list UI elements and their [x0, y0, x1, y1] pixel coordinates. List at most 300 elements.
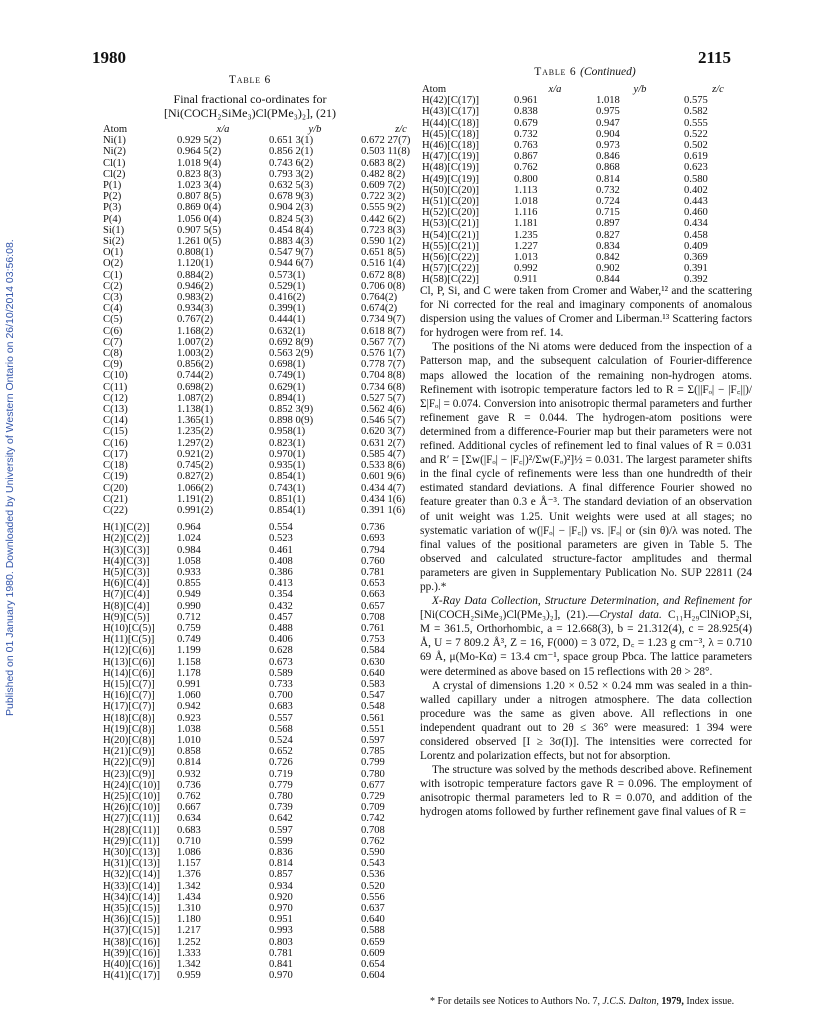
coordinate-cell: 0.585 4(7): [361, 448, 406, 460]
coordinate-cell: 1.013: [514, 252, 538, 264]
table-row: [422, 106, 752, 117]
table-row: [103, 690, 441, 701]
coordinate-cell: 0.678 9(3): [269, 191, 314, 203]
atom-cell: C(22): [103, 504, 128, 516]
coordinate-cell: 0.533 8(6): [361, 460, 406, 472]
table-row: [103, 180, 441, 191]
coordinate-cell: 0.961: [514, 95, 538, 107]
coordinate-cell: 0.973: [596, 140, 620, 152]
footnote-year: 1979,: [661, 996, 684, 1007]
coordinate-cell: 0.543: [361, 858, 385, 870]
coordinate-cell: 0.951: [269, 914, 293, 926]
coordinate-cell: 0.827(2): [177, 471, 214, 483]
atom-cell: H(32)[C(14)]: [103, 869, 161, 881]
coordinate-cell: 0.781: [269, 947, 293, 959]
coordinate-cell: 0.907 5(5): [177, 224, 222, 236]
table-row: [103, 191, 441, 202]
coordinate-cell: 1.003(2): [177, 348, 214, 360]
atom-cell: Ni(1): [103, 135, 126, 147]
coordinate-cell: 1.087(2): [177, 392, 214, 404]
coordinate-cell: 0.620 3(7): [361, 426, 406, 438]
table-row: [103, 236, 441, 247]
table-row: [103, 925, 441, 936]
coordinate-cell: 0.838: [514, 106, 538, 118]
atom-cell: H(29)[C(11)]: [103, 835, 160, 847]
atom-cell: H(58)[C(22)]: [422, 274, 480, 286]
table-row: [422, 151, 752, 162]
atom-cell: C(12): [103, 392, 128, 404]
coordinate-cell: 0.651 3(1): [269, 135, 314, 147]
atom-cell: H(51)[C(20)]: [422, 196, 480, 208]
coordinate-cell: 1.056 0(4): [177, 213, 222, 225]
atom-cell: H(21)[C(9)]: [103, 746, 155, 758]
atom-cell: Si(1): [103, 224, 125, 236]
atom-cell: H(23)[C(9)]: [103, 768, 155, 780]
coordinate-cell: 0.759: [177, 622, 201, 634]
atom-cell: C(6): [103, 325, 123, 337]
atom-cell: H(49)[C(19)]: [422, 173, 480, 185]
table-row: [422, 230, 752, 241]
coordinate-cell: 0.932: [177, 768, 201, 780]
atom-cell: H(56)[C(22)]: [422, 252, 480, 264]
atom-cell: H(7)[C(4)]: [103, 589, 150, 601]
atom-cell: P(4): [103, 213, 122, 225]
table-row: [103, 225, 441, 236]
coordinate-cell: 0.520: [361, 880, 385, 892]
table-row: [103, 135, 441, 146]
coordinate-cell: 0.763: [514, 140, 538, 152]
paragraph-structure: The structure was solved by the methods described above. Refinement with isotropic temperature factors gave R = 0.096. The employment of anisotropic thermal parameters led to R = 0.070, and addition of the hydrogen atoms followed by further refinement gave final values of R =: [420, 764, 752, 819]
coordinate-cell: 0.386: [269, 566, 293, 578]
coordinate-cell: 0.883 4(3): [269, 236, 314, 248]
table-row: [103, 393, 441, 404]
table-row: [103, 959, 441, 970]
coordinate-cell: 0.516 1(4): [361, 258, 406, 270]
coordinate-cell: 0.803: [269, 936, 293, 948]
table-row: [103, 892, 441, 903]
atom-cell: Cl(1): [103, 157, 126, 169]
coordinate-cell: 0.584: [361, 645, 385, 657]
compound-formula: [Ni(COCH₂SiMe₃)Cl(PMe₃)₂], (21).—: [420, 609, 600, 622]
coordinate-cell: 0.618 8(7): [361, 325, 406, 337]
paragraph-refinement: The positions of the Ni atoms were deduced from the inspection of a Patterson map, and the subsequent calculation of Fourier-difference maps allowed the location of the remaining non-hydrogen atoms. Refinement with isotropic temperature factors led to R = Σ(||Fₒ| − |F꜀||)/Σ|Fₒ| = 0.074. Conversion into anisotropic thermal parameters and further refinement gave R = 0.044. The hydrogen-atom positions were determined from a difference-Fourier map but their parameters were not refined. Additional cycles of refinement led to final values of R = 0.031 and R′ = [Σw(|Fₒ| − |F꜀|)²/Σw(Fₒ)²]½ = 0.031. The largest parameter shifts in the final cycle of refinements were less than one hundredth of their estimated standard deviations. A final difference Fourier showed no feature greater than 0.3 e Å⁻³. The standard deviation of an observation of unit weight was 1.25. Unit weights were used at all stages; no systematic variation of w(|Fₒ| − |F꜀|) vs. |Fₒ| or (sin θ)/λ was noted. The final values of the positional parameters are given in Table 5. The observed and calculated structure-factor amplitudes and thermal parameters are given in Supplementary Publication No. SUP 22811 (24 pp.).*: [420, 341, 752, 593]
coordinate-cell: 0.736: [177, 779, 201, 791]
coordinate-cell: 0.683: [269, 701, 293, 713]
coordinate-cell: 1.191(2): [177, 493, 214, 505]
coordinate-cell: 0.739: [269, 802, 293, 814]
coordinate-cell: 0.609 7(2): [361, 180, 406, 192]
coordinate-cell: 0.749: [177, 634, 201, 646]
coordinate-cell: 0.780: [361, 768, 385, 780]
table-row: [103, 415, 441, 426]
coordinate-cell: 0.753: [361, 634, 385, 646]
table-left: [103, 124, 441, 981]
coordinate-cell: 0.760: [361, 555, 385, 567]
coordinate-cell: 0.642: [269, 813, 293, 825]
coordinate-cell: 0.527 5(7): [361, 392, 406, 404]
atom-cell: H(16)[C(7)]: [103, 690, 155, 702]
footnote-text: * For details see Notices to Authors No. 7,: [430, 996, 600, 1007]
coordinate-cell: 0.402: [684, 184, 708, 196]
coordinate-cell: 0.964: [177, 522, 201, 534]
coordinate-cell: 0.785: [361, 746, 385, 758]
paragraph-scattering: Cl, P, Si, and C were taken from Cromer and Waber,¹² and the scattering for Ni corrected for the real and imaginary components of anomalous dispersion using the values of Cromer and Liberman.¹³ Scattering factors for hydrogen were from ref. 14.: [420, 285, 752, 340]
atom-cell: Ni(2): [103, 146, 126, 158]
coordinate-cell: 0.851(1): [269, 493, 306, 505]
coordinate-cell: 0.663: [361, 589, 385, 601]
coordinate-cell: 0.562 4(6): [361, 404, 406, 416]
atom-cell: C(3): [103, 292, 123, 304]
table-row: [103, 449, 441, 460]
coordinate-cell: 0.673: [269, 656, 293, 668]
table-caption: [100, 92, 400, 120]
coordinate-cell: 0.461: [269, 544, 293, 556]
atom-cell: H(4)[C(3)]: [103, 555, 150, 567]
atom-cell: C(17): [103, 448, 128, 460]
coordinate-cell: 0.944 6(7): [269, 258, 314, 270]
atom-cell: H(8)[C(4)]: [103, 600, 150, 612]
coordinate-cell: 0.984: [177, 544, 201, 556]
coordinate-cell: 0.632(1): [269, 325, 306, 337]
coordinate-cell: 0.868: [596, 162, 620, 174]
table-row: [103, 881, 441, 892]
table-row: [103, 847, 441, 858]
coordinate-cell: 0.632 5(3): [269, 180, 314, 192]
coordinate-cell: 0.762: [361, 835, 385, 847]
atom-cell: H(35)[C(15)]: [103, 903, 161, 915]
table-row: [103, 713, 441, 724]
coordinate-cell: 0.823 8(3): [177, 168, 222, 180]
atom-cell: C(10): [103, 370, 128, 382]
coordinate-cell: 0.659: [361, 936, 385, 948]
coordinate-cell: 0.409: [684, 240, 708, 252]
table-title-left: Table 6: [228, 74, 272, 86]
coordinate-cell: 0.557: [269, 712, 293, 724]
coordinate-cell: 0.692 8(9): [269, 336, 314, 348]
table-row: [422, 118, 752, 129]
table-row: [103, 825, 441, 836]
coordinate-cell: 0.619: [684, 151, 708, 163]
coordinate-cell: 0.814: [596, 173, 620, 185]
coordinate-cell: 0.601 9(6): [361, 471, 406, 483]
coordinate-cell: 0.975: [596, 106, 620, 118]
coordinate-cell: 0.844: [596, 274, 620, 286]
coordinate-cell: 0.992: [514, 263, 538, 275]
coordinates-table-continued: [422, 84, 752, 286]
coordinate-cell: 0.599: [269, 835, 293, 847]
coordinate-cell: 0.800: [514, 173, 538, 185]
column-header: Atom: [103, 124, 128, 135]
table-row: [103, 836, 441, 847]
atom-cell: C(5): [103, 314, 123, 326]
coordinate-cell: 0.846: [596, 151, 620, 163]
coordinate-cell: 0.392: [684, 274, 708, 286]
atom-cell: H(25)[C(10)]: [103, 790, 161, 802]
coordinate-cell: 0.529(1): [269, 280, 306, 292]
coordinate-cell: 0.764(2): [361, 292, 398, 304]
coordinate-cell: 0.884(2): [177, 269, 214, 281]
coordinate-cell: 0.629(1): [269, 381, 306, 393]
coordinate-cell: 0.630: [361, 656, 385, 668]
table-caption-line1: Final fractional co-ordinates for: [173, 92, 327, 106]
coordinate-cell: 1.333: [177, 947, 201, 959]
coordinate-cell: 0.457: [269, 611, 293, 623]
coordinate-cell: 0.934: [269, 880, 293, 892]
column-header: y/b: [633, 84, 647, 95]
coordinate-cell: 0.443: [684, 196, 708, 208]
coordinate-cell: 1.038: [177, 723, 201, 735]
coordinate-cell: 0.677: [361, 779, 385, 791]
coordinate-cell: 0.897: [596, 218, 620, 230]
coordinate-cell: 0.488: [269, 622, 293, 634]
coordinate-cell: 0.934(3): [177, 303, 214, 315]
atom-cell: H(13)[C(6)]: [103, 656, 155, 668]
coordinate-cell: 0.970: [269, 903, 293, 915]
coordinate-cell: 0.582: [684, 106, 708, 118]
table-row: [103, 623, 441, 634]
table-row: [103, 533, 441, 544]
coordinate-cell: 0.991(2): [177, 504, 214, 516]
coordinate-cell: 0.536: [361, 869, 385, 881]
table-row: [422, 218, 752, 229]
coordinate-cell: 0.732: [596, 184, 620, 196]
coordinate-cell: 0.576 1(7): [361, 348, 406, 360]
coordinate-cell: 0.745(2): [177, 460, 214, 472]
coordinate-cell: 1.060: [177, 690, 201, 702]
coordinate-cell: 1.007(2): [177, 336, 214, 348]
table-row: [103, 858, 441, 869]
coordinate-cell: 1.261 0(5): [177, 236, 222, 248]
table-caption-line2: [Ni(COCH₂SiMe₃)Cl(PMe₃)₂], (21): [163, 106, 337, 120]
table-row: [103, 146, 441, 157]
crystal-data-label: Crystal data.: [599, 609, 662, 622]
table-row: [103, 516, 441, 533]
table-row: [103, 746, 441, 757]
coordinate-cell: 0.949: [177, 589, 201, 601]
download-watermark: Published on 01 January 1980. Downloaded by University of Western Ontario on 26/10/2014 03:56:08.: [4, 239, 16, 717]
table-row: [103, 326, 441, 337]
table-row: [103, 404, 441, 415]
coordinate-cell: 0.807 8(5): [177, 191, 222, 203]
table-row: [103, 483, 441, 494]
table-row: [422, 162, 752, 173]
coordinate-cell: 0.708: [361, 611, 385, 623]
coordinate-cell: 0.762: [514, 162, 538, 174]
coordinate-cell: 0.869 0(4): [177, 202, 222, 214]
coordinate-cell: 1.120(1): [177, 258, 214, 270]
table-row: [103, 292, 441, 303]
table-row: [103, 258, 441, 269]
atom-cell: H(47)[C(19)]: [422, 151, 480, 163]
coordinate-cell: 1.310: [177, 903, 201, 915]
coordinate-cell: 0.444(1): [269, 314, 306, 326]
paragraph-data-collection: [420, 594, 752, 679]
table-right: [422, 84, 752, 286]
coordinate-cell: 1.199: [177, 645, 201, 657]
coordinate-cell: 0.547 9(7): [269, 247, 314, 259]
coordinate-cell: 0.794: [361, 544, 385, 556]
coordinate-cell: 0.482 8(2): [361, 168, 406, 180]
coordinate-cell: 1.018: [596, 95, 620, 107]
coordinate-cell: 1.297(2): [177, 437, 214, 449]
coordinate-cell: 0.583: [361, 678, 385, 690]
coordinate-cell: 0.719: [269, 768, 293, 780]
table-row: [103, 757, 441, 768]
coordinate-cell: 0.674(2): [361, 303, 398, 315]
coordinate-cell: 0.723 8(3): [361, 224, 406, 236]
table-row: [103, 657, 441, 668]
coordinate-cell: 0.732: [514, 128, 538, 140]
coordinate-cell: 0.679: [514, 117, 538, 129]
coordinate-cell: 0.761: [361, 622, 385, 634]
coordinate-cell: 1.010: [177, 734, 201, 746]
column-header: z/c: [395, 124, 407, 135]
atom-cell: H(11)[C(5)]: [103, 634, 155, 646]
coordinate-cell: 1.157: [177, 858, 201, 870]
coordinate-cell: 0.781: [361, 566, 385, 578]
coordinate-cell: 0.546 5(7): [361, 415, 406, 427]
coordinate-cell: 0.369: [684, 252, 708, 264]
coordinate-cell: 0.970(1): [269, 448, 306, 460]
coordinate-cell: 0.904: [596, 128, 620, 140]
atom-cell: Cl(2): [103, 168, 126, 180]
footnote: [420, 996, 752, 1008]
coordinate-cell: 0.408: [269, 555, 293, 567]
coordinate-cell: 0.836: [269, 847, 293, 858]
table-row: [422, 140, 752, 151]
coordinate-cell: 0.589: [269, 667, 293, 679]
coordinate-cell: 0.503 11(8): [361, 146, 411, 158]
table-row: [103, 869, 441, 880]
atom-cell: H(9)[C(5)]: [103, 611, 150, 623]
table-row: [103, 679, 441, 690]
table-row: [103, 724, 441, 735]
coordinate-cell: 1.342: [177, 959, 201, 971]
atom-cell: H(40)[C(16)]: [103, 959, 161, 971]
atom-cell: H(44)[C(18)]: [422, 117, 480, 129]
table-row: [103, 612, 441, 623]
coordinate-cell: 1.376: [177, 869, 201, 881]
atom-cell: P(2): [103, 191, 122, 203]
coordinate-cell: 0.823(1): [269, 437, 306, 449]
atom-cell: H(37)[C(15)]: [103, 925, 161, 937]
coordinate-cell: 0.726: [269, 757, 293, 769]
coordinate-cell: 0.959: [177, 970, 201, 982]
coordinate-cell: 0.841: [269, 959, 293, 971]
table-row: [103, 937, 441, 948]
coordinate-cell: 1.180: [177, 914, 201, 926]
atom-cell: H(14)[C(6)]: [103, 667, 155, 679]
coordinate-cell: 0.413: [269, 578, 293, 590]
table-row: [422, 263, 752, 274]
coordinate-cell: 0.947: [596, 117, 620, 129]
coordinate-cell: 1.235(2): [177, 426, 214, 438]
atom-cell: H(20)[C(8)]: [103, 734, 155, 746]
coordinate-cell: 0.672 27(7): [361, 135, 411, 147]
coordinate-cell: 0.734 6(8): [361, 381, 406, 393]
coordinate-cell: 0.561: [361, 712, 385, 724]
coordinate-cell: 0.715: [596, 207, 620, 219]
atom-cell: H(33)[C(14)]: [103, 880, 161, 892]
table-row: [422, 196, 752, 207]
coordinate-cell: 0.733: [269, 678, 293, 690]
atom-cell: H(48)[C(19)]: [422, 162, 480, 174]
table-row: [103, 505, 441, 516]
coordinate-cell: 0.568: [269, 723, 293, 735]
atom-cell: C(4): [103, 303, 123, 315]
coordinate-cell: 0.573(1): [269, 269, 306, 281]
table-row: [103, 567, 441, 578]
atom-cell: O(1): [103, 247, 124, 259]
table-row: [103, 270, 441, 281]
table-row: [103, 735, 441, 746]
atom-cell: H(50)[C(20)]: [422, 184, 480, 196]
atom-cell: H(52)[C(20)]: [422, 207, 480, 219]
coordinate-cell: 0.729: [361, 790, 385, 802]
table-row: [103, 438, 441, 449]
coordinate-cell: 0.724: [596, 196, 620, 208]
coordinate-cell: 0.935(1): [269, 460, 306, 472]
coordinate-cell: 0.416(2): [269, 292, 306, 304]
atom-cell: C(20): [103, 482, 128, 494]
coordinate-cell: 1.235: [514, 229, 538, 241]
atom-cell: Si(2): [103, 236, 125, 248]
table-row: [103, 668, 441, 679]
coordinate-cell: 0.653: [361, 578, 385, 590]
column-header: Atom: [422, 84, 447, 95]
coordinate-cell: 0.744(2): [177, 370, 214, 382]
atom-cell: H(39)[C(16)]: [103, 947, 161, 959]
table-row: [103, 545, 441, 556]
atom-cell: H(1)[C(2)]: [103, 522, 150, 534]
coordinate-cell: 0.657: [361, 600, 385, 612]
atom-cell: H(10)[C(5)]: [103, 622, 155, 634]
atom-cell: C(21): [103, 493, 128, 505]
atom-cell: H(5)[C(3)]: [103, 566, 150, 578]
atom-cell: H(53)[C(21)]: [422, 218, 480, 230]
coordinate-cell: 1.024: [177, 533, 201, 545]
coordinate-cell: 1.252: [177, 936, 201, 948]
coordinate-cell: 0.743(1): [269, 482, 306, 494]
crystal-data-text: C₁₁H₂₉ClNiOP₂Si, M = 361.5, Orthorhombic, a = 12.668(3), b = 21.312(4), c = 28.925(4) Å, U = 7 809.2 Å³, Z = 16, F(000) = 3 072, D꜀ = 1.23 g cm⁻³, λ = 0.710 69 Å, μ(Mo-Kα) = 13.4 cm⁻¹, space group Pbca. The lattice parameters were determined as above based on 15 reflections with 2θ > 28°.: [420, 609, 752, 678]
coordinate-cell: 0.522: [684, 128, 708, 140]
atom-cell: H(43)[C(17)]: [422, 106, 480, 118]
coordinate-cell: 0.458: [684, 229, 708, 241]
table-row: [103, 382, 441, 393]
footnote-tail: Index issue.: [686, 996, 735, 1007]
coordinate-cell: 0.434 4(7): [361, 482, 406, 494]
atom-cell: C(2): [103, 280, 123, 292]
coordinate-cell: 0.555 9(2): [361, 202, 406, 214]
paragraph-crystal: A crystal of dimensions 1.20 × 0.52 × 0.24 mm was sealed in a thin-walled capillary under a nitrogen atmosphere. The data collection procedure was the same as given above. All reflections in one independent quadrant out to 2θ ≤ 36° were measured: 1 394 were considered observed [I ≥ 3σ(I)]. The intensities were corrected for Lorentz and polarization effects, but not for absorption.: [420, 679, 752, 763]
atom-cell: P(1): [103, 180, 122, 192]
atom-cell: C(7): [103, 336, 123, 348]
atom-cell: H(57)[C(22)]: [422, 263, 480, 275]
table-title-right: [420, 66, 750, 78]
coordinate-cell: 0.391 1(6): [361, 504, 406, 516]
coordinate-cell: 0.637: [361, 903, 385, 915]
coordinate-cell: 0.524: [269, 734, 293, 746]
body-text: [420, 284, 752, 820]
atom-cell: H(24)[C(10)]: [103, 779, 161, 791]
coordinate-cell: 0.778 7(7): [361, 359, 406, 371]
coordinate-cell: 0.554: [269, 522, 293, 534]
coordinate-cell: 0.588: [361, 925, 385, 937]
coordinate-cell: 0.432: [269, 600, 293, 612]
table-row: [103, 556, 441, 567]
coordinate-cell: 0.354: [269, 589, 293, 601]
atom-cell: C(1): [103, 269, 123, 281]
